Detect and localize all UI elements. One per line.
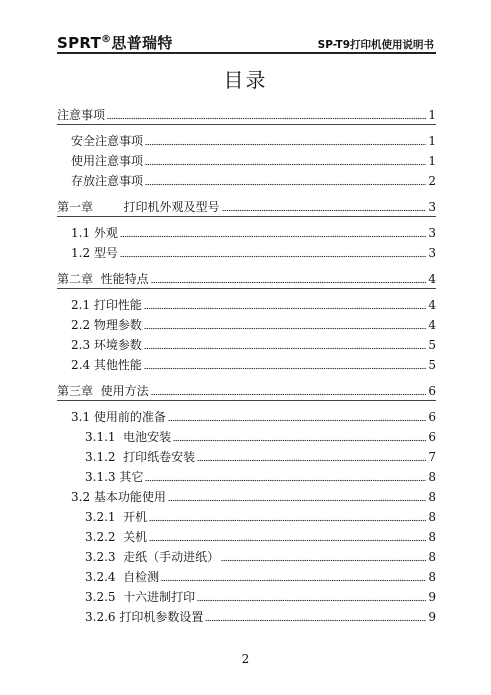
dot-leader bbox=[145, 143, 426, 146]
toc-entry-page: 6 bbox=[428, 384, 436, 398]
toc-entry-page: 2 bbox=[428, 174, 436, 188]
toc-title: 目录 bbox=[223, 68, 268, 92]
toc-entry[interactable] bbox=[57, 358, 436, 372]
toc-entry[interactable] bbox=[57, 450, 436, 464]
toc-entry-page: 1 bbox=[428, 134, 436, 148]
toc-entry-label: 3.2.3 走纸（手动进纸） bbox=[85, 550, 220, 564]
toc-entry[interactable] bbox=[57, 298, 436, 312]
page-header bbox=[57, 30, 436, 54]
toc-entry-label: 2.2 物理参数 bbox=[71, 318, 142, 332]
toc-entry-label: 注意事项 bbox=[57, 108, 106, 122]
dot-leader bbox=[149, 539, 426, 542]
dot-leader bbox=[173, 439, 426, 442]
brand-logo bbox=[57, 32, 173, 53]
toc-entry[interactable] bbox=[57, 510, 436, 524]
toc-entry-label: 3.1.2 打印纸卷安装 bbox=[85, 450, 196, 464]
toc-entry-page: 8 bbox=[428, 510, 436, 524]
toc-chapter-entry[interactable] bbox=[57, 272, 436, 286]
toc-entry[interactable] bbox=[57, 338, 436, 352]
toc-entry-label: 3.1 使用前的准备 bbox=[71, 410, 166, 424]
registered-mark: ® bbox=[101, 34, 112, 45]
dot-leader bbox=[205, 619, 426, 622]
dot-leader bbox=[168, 499, 426, 502]
toc-entry-page: 4 bbox=[428, 272, 436, 286]
toc-entry-label: 2.1 打印性能 bbox=[71, 298, 142, 312]
toc-entry-label: 3.2.2 关机 bbox=[85, 530, 148, 544]
chapter-divider bbox=[57, 216, 436, 217]
toc-entry[interactable] bbox=[57, 430, 436, 444]
toc-entry-label: 3.1.1 电池安装 bbox=[85, 430, 172, 444]
toc-entry-page: 3 bbox=[428, 246, 436, 260]
toc-entry-page: 8 bbox=[428, 490, 436, 504]
toc-entry[interactable] bbox=[57, 226, 436, 240]
dot-leader bbox=[168, 419, 426, 422]
toc-entry-page: 6 bbox=[428, 410, 436, 424]
dot-leader bbox=[222, 209, 426, 212]
toc-entry-label: 1.1 外观 bbox=[71, 226, 118, 240]
toc-entry[interactable] bbox=[57, 570, 436, 584]
toc-entry-page: 4 bbox=[428, 298, 436, 312]
manual-title: SP-T9打印机使用说明书 bbox=[317, 39, 434, 51]
toc-entry-label: 2.4 其他性能 bbox=[71, 358, 142, 372]
toc-chapter-entry[interactable] bbox=[57, 108, 436, 122]
page-number: 2 bbox=[241, 652, 250, 666]
toc-chapter-entry[interactable] bbox=[57, 384, 436, 398]
dot-leader bbox=[144, 347, 426, 350]
toc-entry-label: 第一章 打印机外观及型号 bbox=[57, 200, 220, 214]
toc-entry-label: 3.1.3 其它 bbox=[85, 470, 144, 484]
toc-entry-page: 1 bbox=[428, 154, 436, 168]
chapter-divider bbox=[57, 124, 436, 125]
dot-leader bbox=[120, 255, 426, 258]
toc-entry-label: 使用注意事项 bbox=[71, 154, 144, 168]
toc-entry-page: 7 bbox=[428, 450, 436, 464]
toc-entry[interactable] bbox=[57, 470, 436, 484]
toc-entry-page: 1 bbox=[428, 108, 436, 122]
dot-leader bbox=[197, 599, 426, 602]
dot-leader bbox=[151, 393, 426, 396]
toc-entry[interactable] bbox=[57, 590, 436, 604]
toc-entry-label: 3.2.1 开机 bbox=[85, 510, 148, 524]
toc-entry-label: 第三章 使用方法 bbox=[57, 384, 149, 398]
toc-entry[interactable] bbox=[57, 174, 436, 188]
toc-entry-label: 存放注意事项 bbox=[71, 174, 144, 188]
dot-leader bbox=[144, 327, 426, 330]
toc-entry-label: 3.2.4 自检测 bbox=[85, 570, 160, 584]
toc-entry-label: 3.2.6 打印机参数设置 bbox=[85, 610, 204, 624]
dot-leader bbox=[144, 367, 426, 370]
toc-entry-page: 3 bbox=[428, 200, 436, 214]
toc-entry[interactable] bbox=[57, 530, 436, 544]
dot-leader bbox=[107, 117, 426, 120]
toc-entry[interactable] bbox=[57, 610, 436, 624]
toc-entry[interactable] bbox=[57, 550, 436, 564]
dot-leader bbox=[145, 163, 426, 166]
toc-entry-page: 9 bbox=[428, 610, 436, 624]
toc-entry-page: 5 bbox=[428, 358, 436, 372]
dot-leader bbox=[197, 459, 426, 462]
toc-entry-page: 8 bbox=[428, 530, 436, 544]
toc-entry-label: 2.3 环境参数 bbox=[71, 338, 142, 352]
dot-leader bbox=[221, 559, 426, 562]
toc-entry-page: 8 bbox=[428, 470, 436, 484]
toc-entry-label: 3.2.5 十六进制打印 bbox=[85, 590, 196, 604]
toc-entry-page: 9 bbox=[428, 590, 436, 604]
brand-name-cn: 思普瑞特 bbox=[111, 34, 173, 52]
dot-leader bbox=[145, 479, 426, 482]
toc-entry-label: 安全注意事项 bbox=[71, 134, 144, 148]
dot-leader bbox=[145, 183, 426, 186]
toc-entry[interactable] bbox=[57, 246, 436, 260]
brand-name: SPRT bbox=[57, 34, 102, 52]
dot-leader bbox=[120, 235, 426, 238]
toc-entry-page: 5 bbox=[428, 338, 436, 352]
toc-entry[interactable] bbox=[57, 318, 436, 332]
toc-chapter-entry[interactable] bbox=[57, 200, 436, 214]
toc-entry-label: 3.2 基本功能使用 bbox=[71, 490, 166, 504]
toc-entry-page: 6 bbox=[428, 430, 436, 444]
dot-leader bbox=[144, 307, 426, 310]
toc-entry-page: 3 bbox=[428, 226, 436, 240]
dot-leader bbox=[149, 519, 426, 522]
toc-entry-page: 4 bbox=[428, 318, 436, 332]
toc-entry[interactable] bbox=[57, 490, 436, 504]
toc-entry-page: 8 bbox=[428, 570, 436, 584]
dot-leader bbox=[161, 579, 426, 582]
toc-entry[interactable] bbox=[57, 154, 436, 168]
toc-entry[interactable] bbox=[57, 410, 436, 424]
toc-entry-label: 第二章 性能特点 bbox=[57, 272, 149, 286]
toc-entry-page: 8 bbox=[428, 550, 436, 564]
dot-leader bbox=[151, 281, 426, 284]
toc-entry-label: 1.2 型号 bbox=[71, 246, 118, 260]
chapter-divider bbox=[57, 288, 436, 289]
toc-entry[interactable] bbox=[57, 134, 436, 148]
chapter-divider bbox=[57, 400, 436, 401]
